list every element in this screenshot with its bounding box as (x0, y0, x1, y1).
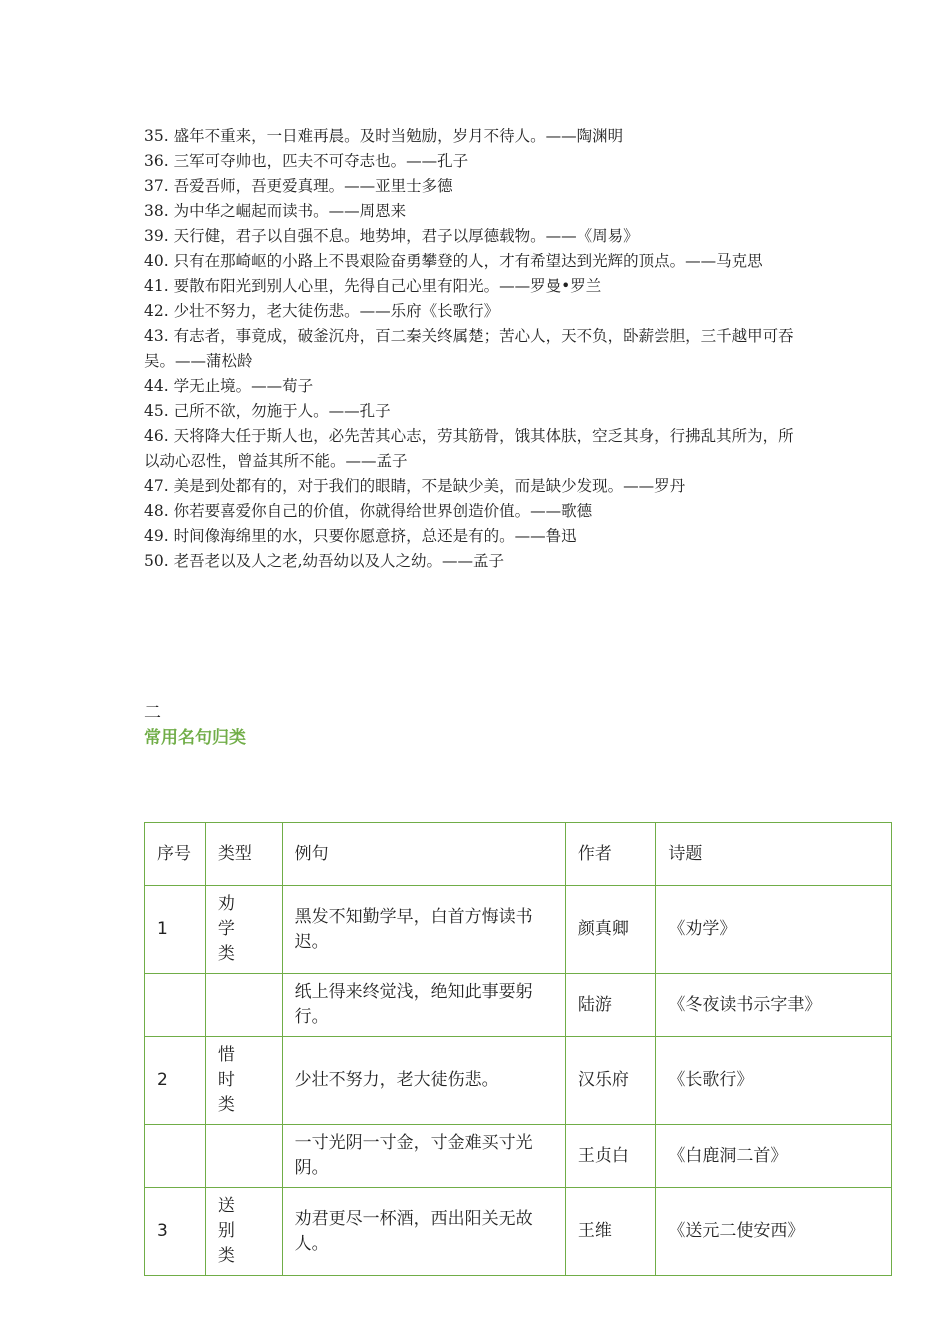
quote-item: 37. 吾爱吾师，吾更爱真理。——亚里士多德 (144, 177, 453, 195)
table-row (145, 974, 892, 1037)
quote-item: 46. 天将降大任于斯人也，必先苦其心志，劳其筋骨，饿其体肤，空乏其身，行拂乱其所为，所以动心忍性，曾益其所不能。——孟子 (144, 427, 794, 470)
cell-poem-title: 《白鹿洞二首》 (656, 1125, 892, 1188)
quote-item: 38. 为中华之崛起而读书。——周恩来 (144, 202, 407, 220)
quote-item: 47. 美是到处都有的，对于我们的眼睛，不是缺少美，而是缺少发现。——罗丹 (144, 477, 686, 495)
cell-example: 黑发不知勤学早，白首方悔读书迟。 (282, 886, 565, 974)
table-header-row (145, 823, 892, 886)
quote-item: 48. 你若要喜爱你自己的价值，你就得给世界创造价值。——歌德 (144, 502, 593, 520)
table-row (145, 886, 892, 974)
cell-poem-title: 《冬夜读书示字聿》 (656, 974, 892, 1037)
section-title: 常用名句归类 (144, 728, 246, 748)
header-cell-index: 序号 (145, 823, 206, 886)
quote-item: 39. 天行健，君子以自强不息。地势坤，君子以厚德载物。——《周易》 (144, 227, 639, 245)
header-cell-author: 作者 (565, 823, 656, 886)
cell-index (145, 1125, 206, 1188)
cell-type: 惜时类 (205, 1037, 282, 1125)
cell-author: 颜真卿 (565, 886, 656, 974)
quote-item: 41. 要散布阳光到别人心里，先得自己心里有阳光。——罗曼•罗兰 (144, 277, 602, 295)
table-row (145, 1125, 892, 1188)
header-cell-poem-title: 诗题 (656, 823, 892, 886)
cell-author: 王贞白 (565, 1125, 656, 1188)
quote-item: 49. 时间像海绵里的水，只要你愿意挤，总还是有的。——鲁迅 (144, 527, 577, 545)
section-number: 二 (144, 703, 161, 723)
cell-example: 一寸光阴一寸金，寸金难买寸光阴。 (282, 1125, 565, 1188)
quote-item: 35. 盛年不重来，一日难再晨。及时当勉励，岁月不待人。——陶渊明 (144, 127, 624, 145)
cell-poem-title: 《长歌行》 (656, 1037, 892, 1125)
quote-category-table (144, 822, 892, 1276)
header-cell-type: 类型 (205, 823, 282, 886)
quote-item: 44. 学无止境。——荀子 (144, 377, 314, 395)
table-row (145, 1037, 892, 1125)
cell-example: 劝君更尽一杯酒，西出阳关无故人。 (282, 1188, 565, 1276)
cell-example: 纸上得来终觉浅，绝知此事要躬行。 (282, 974, 565, 1037)
quote-item: 36. 三军可夺帅也，匹夫不可夺志也。——孔子 (144, 152, 469, 170)
quote-item: 42. 少壮不努力，老大徒伤悲。——乐府《长歌行》 (144, 302, 500, 320)
cell-type (205, 1125, 282, 1188)
cell-type (205, 974, 282, 1037)
table-row (145, 1188, 892, 1276)
quote-list (144, 124, 804, 574)
quote-item: 40. 只有在那崎岖的小路上不畏艰险奋勇攀登的人，才有希望达到光辉的顶点。——马克思 (144, 252, 763, 270)
cell-index: 1 (145, 886, 206, 974)
cell-example: 少壮不努力，老大徒伤悲。 (282, 1037, 565, 1125)
cell-index: 2 (145, 1037, 206, 1125)
quote-item: 43. 有志者，事竟成，破釜沉舟，百二秦关终属楚；苦心人，天不负，卧薪尝胆，三千越甲可吞吴。——蒲松龄 (144, 327, 794, 370)
cell-index (145, 974, 206, 1037)
header-cell-example: 例句 (282, 823, 565, 886)
cell-index: 3 (145, 1188, 206, 1276)
cell-poem-title: 《劝学》 (656, 886, 892, 974)
cell-author: 王维 (565, 1188, 656, 1276)
cell-type: 送别类 (205, 1188, 282, 1276)
cell-poem-title: 《送元二使安西》 (656, 1188, 892, 1276)
quote-item: 50. 老吾老以及人之老,幼吾幼以及人之幼。——孟子 (144, 552, 505, 570)
cell-author: 陆游 (565, 974, 656, 1037)
cell-author: 汉乐府 (565, 1037, 656, 1125)
cell-type: 劝学类 (205, 886, 282, 974)
quote-item: 45. 己所不欲，勿施于人。——孔子 (144, 402, 391, 420)
